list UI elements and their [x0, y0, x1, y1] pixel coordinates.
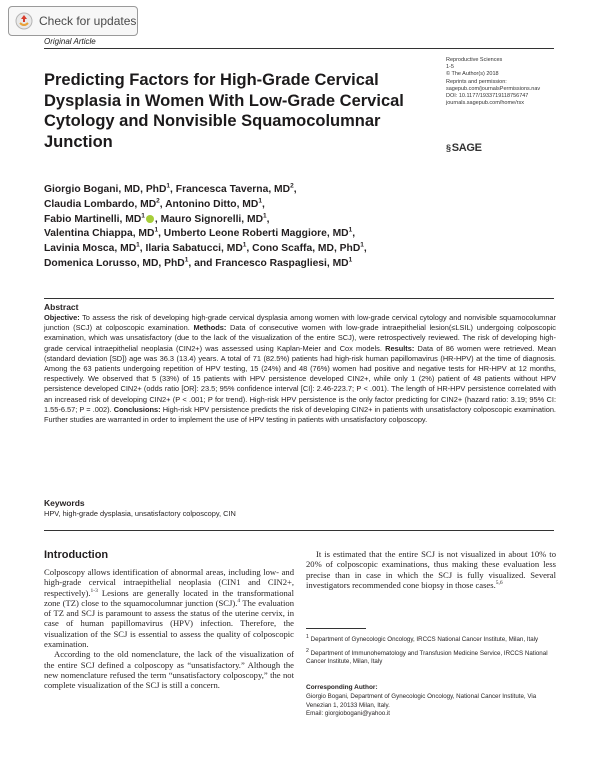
- abstract-body: [44, 313, 556, 425]
- affiliations: [306, 633, 556, 667]
- corresponding-address: Giorgio Bogani, Department of Gynecologic Oncology, National Cancer Institute, Via Venezian 1, 20133 Milan, Italy.: [306, 693, 537, 709]
- intro-text: It is estimated that the entire SCJ is not visualized in about 10% to 20% of colposcopic examinations, thus making these evaluation less precise than in case in which the SCJ is fully visualized. Several investigators recommended cone biopsy in those cases.: [306, 549, 556, 590]
- author[interactable]: Giorgio Bogani, MD, PhD: [44, 184, 167, 195]
- intro-paragraph: [44, 567, 294, 649]
- intro-paragraph: According to the old nomenclature, the lack of the visualization of the entire SCJ defined a colposcopy as “unsatisfactory.” Although the new nomenclature refused the term “unsatisfactory colposcopy,” the not complete visualization of the SCJ is still a concern.: [44, 649, 294, 691]
- footnote-rule: [306, 628, 366, 629]
- affiliation-number: 2: [306, 647, 309, 654]
- methods-text: Data of consecutive women with low-grade intraepithelial lesion(≤LSIL) undergoing colposcopic examination, which was unsatisfactory (due to the lack of the visualization of the entire SCJ), were retrospectively reviewed. The risk of developing high-grade cervical intraepithelial neoplasia (CIN2+) was assessed using Kaplan-Meier and Cox models.: [44, 323, 556, 353]
- author[interactable]: Claudia Lombardo, MD: [44, 198, 157, 210]
- sage-logo: [446, 142, 482, 154]
- affiliation-number: 1: [306, 634, 309, 640]
- journal-meta: [446, 57, 566, 107]
- corresponding-author: [306, 693, 556, 719]
- author[interactable]: Domenica Lorusso, MD, PhD: [44, 257, 185, 269]
- conclusions-label: Conclusions:: [113, 404, 161, 414]
- abstract-rule-top: [44, 298, 554, 299]
- publisher-name: SAGE: [451, 142, 482, 154]
- citation[interactable]: 4: [237, 598, 241, 605]
- intro-text: Lesions are generally located in the transformational zone (TZ) close to the squamocolumnar junction (SCJ).: [44, 587, 294, 608]
- check-for-updates-icon: [15, 12, 33, 30]
- author-affil: 1: [263, 212, 267, 220]
- doi-link[interactable]: DOI: 10.1177/1933719118756747: [446, 93, 529, 100]
- corresponding-email[interactable]: Email: giorgiobogani@yahoo.it: [306, 710, 391, 717]
- copyright: © The Author(s) 2018: [446, 71, 499, 78]
- author-affil: 1: [348, 226, 353, 234]
- author-affil: 1: [154, 226, 159, 234]
- objective-text: To assess the risk of developing high-grade cervical dysplasia among women with low-grade cervical cytology and nonvisible squamocolumnar junction (SCJ) at colposcopic examination.: [44, 313, 557, 333]
- author-affil: 1: [258, 197, 262, 205]
- intro-column-left: [44, 567, 294, 691]
- orcid-icon[interactable]: [146, 215, 154, 223]
- author[interactable]: Umberto Leone Roberti Maggiore, MD: [163, 228, 349, 240]
- conclusions-text: High-risk HPV persistence predicts the risk of developing CIN2+ in patients with unsatisfactory colposcopic examination. Further studies are warranted in order to implement the use of HPV testing in patients with unsatisfactory colposcopy.: [44, 404, 556, 425]
- reprints-link[interactable]: sagepub.com/journalsPermissions.nav: [446, 85, 541, 92]
- affiliation-text: Department of Immunohematology and Transfusion Medicine Service, IRCCS National Cancer Institute, Milan, Italy: [306, 649, 548, 666]
- author[interactable]: Antonino Ditto, MD: [165, 198, 259, 210]
- author-affil: 1: [166, 182, 171, 190]
- intro-column-right: [306, 549, 556, 590]
- results-label: Results:: [385, 343, 415, 353]
- header-rule: [44, 48, 554, 49]
- intro-text: Colposcopy allows identification of abnormal areas, including low- and high-grade cervical intraepithelial neoplasia (CIN1 and CIN2+, respectively).: [44, 567, 294, 598]
- author[interactable]: Mauro Signorelli, MD: [160, 213, 264, 225]
- reprints-label: Reprints and permission:: [446, 78, 507, 85]
- citation[interactable]: 5,6: [495, 580, 503, 587]
- page-range: 1-5: [446, 64, 454, 71]
- author[interactable]: and Francesco Raspagliesi, MD: [194, 257, 349, 269]
- affiliation-text: Department of Gynecologic Oncology, IRCCS National Cancer Institute, Milan, Italy: [310, 636, 539, 644]
- author[interactable]: Fabio Martinelli, MD: [44, 213, 142, 225]
- author-affil: 1: [242, 241, 247, 249]
- intro-text: The evaluation of TZ and SCJ is paramount to assess the status of the uterine cervix, in case of human papillomavirus (HPV) infection. Therefore, the visualization of the SCJ is essential to assess the quality of colposcopic examination.: [44, 597, 295, 650]
- journal-name: Reproductive Sciences: [446, 57, 503, 63]
- author-affil: 2: [156, 197, 160, 205]
- citation[interactable]: 1-3: [90, 587, 98, 594]
- objective-label: Objective:: [44, 313, 80, 322]
- author[interactable]: Valentina Chiappa, MD: [44, 228, 155, 240]
- author[interactable]: Lavinia Mosca, MD: [44, 243, 137, 255]
- introduction-heading: Introduction: [44, 549, 109, 561]
- abstract-heading: Abstract: [44, 302, 79, 312]
- badge-label: Check for updates: [39, 14, 137, 28]
- affiliation: [306, 647, 556, 667]
- sage-mark-icon: §: [446, 143, 451, 153]
- journal-link[interactable]: journals.sagepub.com/home/rsx: [446, 100, 524, 107]
- author[interactable]: Ilaria Sabatucci, MD: [145, 243, 243, 255]
- author-affil: 1: [141, 212, 145, 220]
- keywords-text: HPV, high-grade dysplasia, unsatisfactory colposcopy, CIN: [44, 509, 236, 518]
- article-type: Original Article: [44, 37, 96, 46]
- check-for-updates-badge[interactable]: [8, 6, 138, 36]
- results-text: Data of 86 women were retrieved. Mean (standard deviation [SD]) age was 36.3 (13.4) years. A total of 71 (82.5%) patients had high-risk human papillomavirus (HR-HPV) at the time of diagnosis. Among the 63 patients undergoing repetition of HPV testing, 15 (24%) and 48 (76%) women had positive and negative tests for HR-HPV at 12 months, respectively. We observed that 5 (33%) of 15 patients with HPV persistence developed CIN2+, while only 1 (2%) patient of 48 patients without HPV persistence developed CIN2+ (odds ratio [OR]: 23.5; 95% confidence interval [CI]: 2.46-223.7; P < .001). The length of HR-HPV persistence correlated with an increased risk of developing CIN2+ (P < .001; P for trend). High-risk HPV persistence is the only factor predicting for CIN2+ (hazard ratio: 3.19; 95% CI: 1.55-6.57; P = .002).: [44, 343, 556, 414]
- abstract-rule-bottom: [44, 530, 554, 531]
- author[interactable]: Cono Scaffa, MD, PhD: [252, 243, 361, 255]
- article-title: Predicting Factors for High-Grade Cervical Dysplasia in Women With Low-Grade Cervical Cytology and Nonvisible Squamocolumnar Junction: [44, 71, 404, 151]
- keywords-heading: Keywords: [44, 498, 85, 508]
- author-affil: 2: [290, 182, 294, 190]
- affiliation: [306, 633, 556, 645]
- author-list: Giorgio Bogani, MD, PhD$^1$, Francesca Taverna, $MD^2$, Claudia Lombardo, $MD^2$, Antonino Ditto, $MD^1$, Fabio Martinelli, $MD^1$ , Mauro Signorelli, $MD^1$, Valentina Chiappa, $MD^1$, Umberto Leone Roberti Maggiore, $MD^1$, Lavinia Mosca, $MD^1$, Ilaria Sabatucci, $MD^1$, Cono Scaffa, MD, PhD$^1$, Domenica Lorusso, MD, PhD$^1$, and Francesco Raspagliesi, $MD^1$: [44, 182, 367, 269]
- author-affil: 1: [136, 241, 140, 249]
- author-affil: 1: [360, 241, 364, 249]
- corresponding-author-heading: Corresponding Author:: [306, 684, 378, 691]
- author-affil: 1: [348, 256, 353, 264]
- author-affil: 1: [184, 256, 189, 264]
- methods-label: Methods:: [193, 323, 227, 333]
- author[interactable]: Francesca Taverna, MD: [175, 184, 291, 195]
